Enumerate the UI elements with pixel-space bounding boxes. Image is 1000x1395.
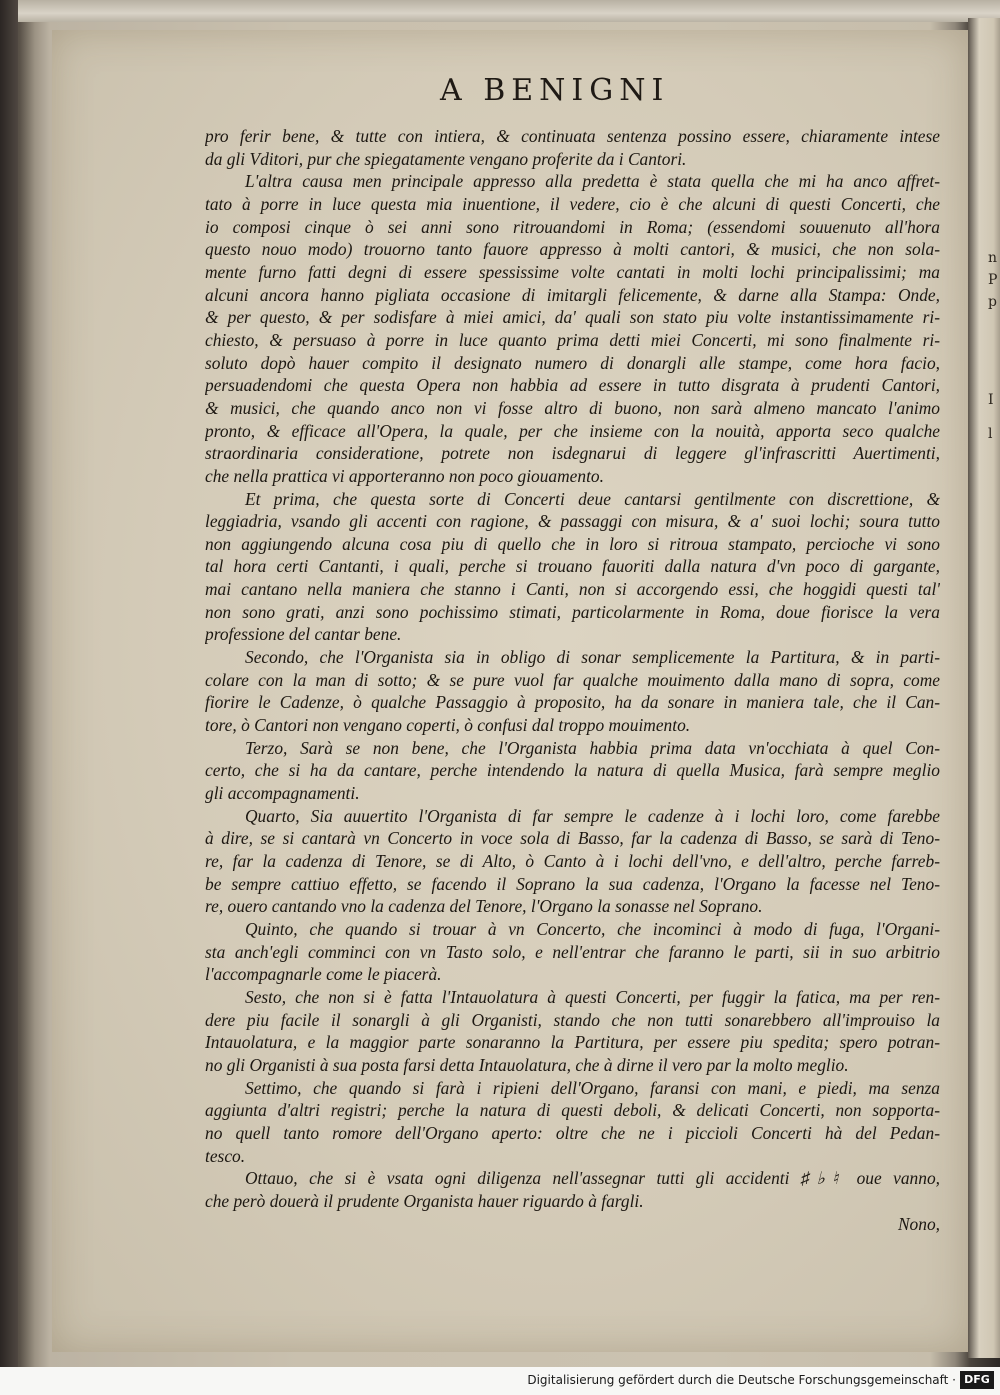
text-line: alcuni ancora hanno pigliata occasione di imitargli felicemente, & darne alla Stampa: Onde, bbox=[205, 284, 940, 305]
running-head: A BENIGNI bbox=[440, 73, 670, 108]
text-line: re, ouero cantando vno la cadenza del Tenore, l'Organo la sonasse nel Soprano. bbox=[205, 896, 763, 917]
text-line: pro ferir bene, & tutte con intiera, & continuata sentenza possino essere, chiaramente intese bbox=[205, 126, 940, 146]
margin-letter: I bbox=[988, 392, 994, 408]
text-line: Terzo, Sarà se non bene, che l'Organista habbia prima data vn'occhiata à quel Con- bbox=[245, 737, 940, 758]
margin-letter: p bbox=[988, 294, 997, 310]
text-line: tore, ò Cantori non vengano coperti, ò confusi dal troppo mouimento. bbox=[205, 715, 691, 736]
text-line: & musici, che quando anco non vi fosse altro di buono, non sarà almeno mancato l'animo bbox=[205, 397, 940, 418]
funding-credit: Digitalisierung gefördert durch die Deutsche Forschungsgemeinschaft · bbox=[527, 1373, 956, 1387]
text-line: fiorire le Cadenze, ò qualche Passaggio à proposito, ha da sonare in maniera tale, che il Can- bbox=[205, 692, 940, 713]
text-line: che però douerà il prudente Organista hauer riguardo à fargli. bbox=[205, 1190, 644, 1211]
text-line: no gli Organisti à sua posta farsi detta Intauolatura, che à dirne il vero par la molto meglio. bbox=[205, 1054, 849, 1075]
text-line: chiesto, & persuaso à porre in luce quanto prima detti miei Concerti, mi sono finalmente ri- bbox=[205, 329, 940, 350]
margin-letter: l bbox=[988, 426, 993, 442]
text-line: professione del cantar bene. bbox=[205, 624, 402, 645]
text-line: persuadendomi che questa Opera non habbia ad essere in tutto disgrata à prudenti Cantori, bbox=[205, 375, 940, 396]
scan-top-edge bbox=[0, 0, 1000, 22]
text-line: Settimo, che quando si farà i ripieni dell'Organo, faransi con mani, e piedi, ma senza bbox=[245, 1077, 940, 1098]
text-line: che nella prattica vi apporteranno non poco giouamento. bbox=[205, 465, 604, 486]
text-line: Intauolatura, e la maggior parte sonaranno la Partitura, per essere piu spedita; spero potran- bbox=[205, 1032, 940, 1053]
text-line: l'accompagnarle come le piacerà. bbox=[205, 964, 442, 985]
text-line: Quinto, che quando si trouar à vn Concerto, che incominci à modo di fuga, l'Organi- bbox=[245, 918, 940, 939]
text-line: tesco. bbox=[205, 1145, 246, 1166]
text-line: sta anch'egli comminci con vn Tasto solo, e nell'entrar che faranno le parti, sii in suo arbitrio bbox=[205, 941, 940, 962]
text-line: colare con la man di sotto; & se pure vuol far qualche mouimento dalla mano di sopra, come bbox=[205, 669, 940, 690]
body-text bbox=[205, 125, 940, 1235]
text-line: à dire, se si cantarà vn Concerto in voce sola di Basso, far la cadenza di Basso, se sarà di Teno- bbox=[205, 828, 940, 849]
text-line: aggiunta d'altri registri; perche la natura di questi deboli, & delicati Concerti, non sopporta- bbox=[205, 1100, 940, 1121]
text-line: Nono, bbox=[897, 1213, 940, 1234]
text-line: Secondo, che l'Organista sia in obligo di sonar semplicemente la Partitura, & in parti- bbox=[245, 647, 940, 668]
text-line: non sono grati, anzi sono pochissimo stimati, particolarmente in Roma, doue fiorisce la vera bbox=[205, 601, 940, 622]
margin-letter: n bbox=[988, 250, 998, 266]
text-line: mente furno fatti degni di essere spessissime volte cantati in molti lochi principalissimi; ma bbox=[205, 261, 940, 282]
text-line: non aggiungendo alcuna cosa piu di quello che in loro si ritroua stampato, percioche vi sono bbox=[205, 533, 940, 554]
margin-letter: P bbox=[988, 272, 998, 288]
text-line: Sesto, che non si è fatta l'Intauolatura à questi Concerti, per fuggir la fatica, ma per ren- bbox=[245, 986, 940, 1007]
text-line: gli accompagnamenti. bbox=[205, 783, 360, 804]
text-line: da gli Vditori, pur che spiegatamente vengano proferite da i Cantori. bbox=[205, 148, 687, 169]
footer-bar bbox=[0, 1367, 1000, 1395]
dfg-logo: DFG bbox=[960, 1371, 994, 1389]
text-line: L'altra causa men principale appresso alla predetta è stata quella che mi ha anco affret- bbox=[245, 171, 940, 192]
text-line: io composi cinque ò sei anni sono ritrouandomi in Roma; (essendomi souuenuto all'hora bbox=[205, 216, 940, 237]
text-line: straordinaria consideratione, potrete non isdegnarui di leggere gl'infrascritti Auertimenti, bbox=[205, 443, 940, 464]
text-line: leggiadria, vsando gli accenti con ragione, & passaggi con misura, & a' suoi lochi; soura tutto bbox=[205, 511, 940, 532]
text-line: tato à porre in luce questa mia inuentione, il vedere, cio è che alcuni di questi Concerti, che bbox=[205, 193, 940, 214]
text-line: Quarto, Sia auuertito l'Organista di far sempre le cadenze à i lochi loro, come farebbe bbox=[245, 805, 940, 826]
text-line: certo, che si ha da cantare, perche intendendo la natura di quella Musica, farà sempre meglio bbox=[205, 760, 940, 781]
text-line: dere piu facile il sonargli à gli Organisti, stando che non tutti sonarebbero all'improuiso la bbox=[205, 1009, 940, 1030]
text-line: re, far la cadenza di Tenore, se di Alto, ò Canto à i lochi dell'vno, e dell'altro, perche farreb- bbox=[205, 851, 940, 871]
text-line: Et prima, che questa sorte di Concerti deue cantarsi gentilmente con discrettione, & bbox=[245, 488, 940, 509]
text-line: pronto, & efficace all'Opera, la quale, per che insieme con la nouità, apporta seco qualche bbox=[205, 420, 940, 441]
text-line: questo nouo modo) trouorno tanto fauore appresso à molti cantori, & musici, che non sola- bbox=[205, 239, 940, 260]
adjacent-page-strip bbox=[968, 18, 1000, 1358]
text-line: be sempre cattiuo effetto, se facendo il Soprano la sua cadenza, l'Organo la facesse nel Teno- bbox=[205, 873, 940, 894]
text-line: mai cantano nella maniera che stanno i Canti, non si accorgendo essi, che hoggidi questi tal' bbox=[205, 579, 940, 600]
text-line: soluto dopò hauer compito il designato numero di donargli alle stampe, come hora facio, bbox=[205, 352, 940, 373]
text-line: tal hora certi Cantanti, i quali, perche si trouano fauoriti dalla natura d'vn poco di gargante, bbox=[205, 556, 940, 577]
text-line: & per questo, & per sodisfare à miei amici, da' quali son stato piu volte instantissimamente ri- bbox=[205, 307, 940, 328]
text-line: no quell tanto romore dell'Organo aperto: oltre che ne i piccioli Concerti hà del Pedan- bbox=[205, 1122, 940, 1143]
scan-left-edge bbox=[0, 0, 18, 1395]
text-line: Ottauo, che si è vsata ogni diligenza nell'assegnar tutti gli accidenti ♯♭♮ oue vanno, bbox=[245, 1168, 940, 1189]
